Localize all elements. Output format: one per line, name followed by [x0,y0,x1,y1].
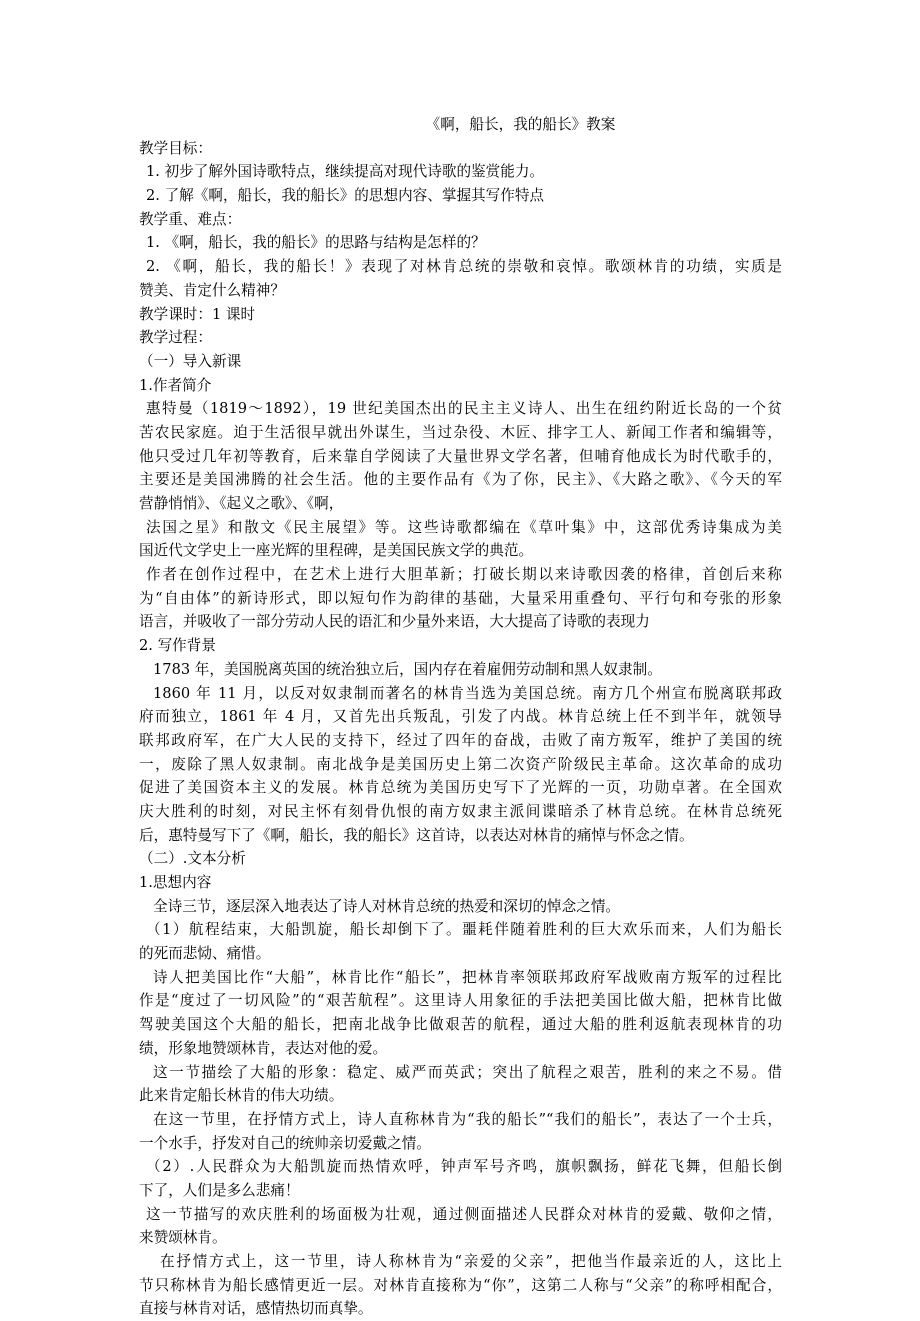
paragraph-line: 这一节描写的欢庆胜利的场面极为壮观，通过侧面描述人民群众对林肯的爱戴、敬仰之情， [146,1205,782,1223]
subheading-background: 2. 写作背景 [139,637,216,655]
paragraph-line: （1）航程结束，大船凯旋，船长却倒下了。噩耗伴随着胜利的巨大欢乐而来，人们为船长 [146,921,782,939]
paragraph-line: 作是“度过了一切风险”的“艰苦航程”。这里诗人用象征的手法把美国比做大船，把林肯比做 [139,992,782,1010]
heading-teaching-process: 教学过程： [139,329,212,347]
class-hours: 教学课时：1 课时 [139,305,256,323]
goal-item-2: 2. 了解《啊，船长，我的船长》的思想内容、掌握其写作特点 [146,187,545,205]
paragraph-line: 绩，形象地赞颂林肯，表达对他的爱。 [139,1039,388,1057]
paragraph-line: 作者在创作过程中，在艺术上进行大胆革新；打破长期以来诗歌因袭的格律，首创后来称 [146,566,782,584]
paragraph-line: 主要还是美国沸腾的社会生活。他的主要作品有《为了你，民主》、《大路之歌》、《今天的军 [139,471,782,489]
paragraph-line: 他只受过几年初等教育，后来靠自学阅读了大量世界文学名著，但哺育他成长为时代歌手的， [139,447,782,465]
paragraph-line: 此来肯定船长林肯的伟大功绩。 [139,1087,344,1105]
document-title: 《啊，船长，我的船长》教案 [425,116,616,133]
paragraph-line: 在这一节里，在抒情方式上，诗人直称林肯为“我的船长”“我们的船长”，表达了一个士兵， [153,1110,782,1128]
paragraph-line: 为“自由体”的新诗形式，即以短句作为韵律的基础，大量采用重叠句、平行句和夸张的形象 [139,589,782,607]
paragraph-line: 国近代文学史上一座光辉的里程碑，是美国民族文学的典范。 [139,542,534,560]
section-heading-intro: （一）导入新课 [139,352,242,370]
paragraph-line: 法国之星》和散文《民主展望》等。这些诗歌都编在《草叶集》中，这部优秀诗集成为美 [146,518,782,536]
paragraph-line: 的死而悲恸、痛惜。 [139,945,271,963]
paragraph-line: 语言，并吸收了一部分劳动人民的语汇和少量外来语，大大提高了诗歌的表现力 [139,613,650,631]
heading-teaching-goals: 教学目标： [139,139,212,157]
subheading-content: 1.思想内容 [139,874,212,891]
paragraph-line: 一个水手，抒发对自己的统帅亲切爱戴之情。 [139,1134,431,1152]
paragraph-line: 庆大胜利的时刻，对民主怀有刻骨仇恨的南方奴隶主派间谍暗杀了林肯总统。在林肯总统死 [139,802,782,820]
paragraph-line: 苦农民家庭。迫于生活很早就出外谋生，当过杂役、木匠、排字工人、新闻工作者和编辑等， [139,423,782,441]
document-body [139,113,782,1321]
section-heading-text-analysis: （二）.文本分析 [139,850,246,868]
paragraph-line: （2）.人民群众为大船凯旋而热情欢呼，钟声军号齐鸣，旗帜飘扬，鲜花飞舞，但船长倒 [146,1158,782,1176]
paragraph-line: 下了，人们是多么悲痛！ [139,1181,300,1199]
paragraph-line: 这一节描绘了大船的形象：稳定、威严而英武；突出了航程之艰苦，胜利的来之不易。借 [153,1063,782,1081]
paragraph-line: 在抒情方式上，这一节里，诗人称林肯为“亲爱的父亲”，把他当作最亲近的人，这比上 [160,1253,782,1270]
paragraph-line: 节只称林肯为船长感情更近一层。对林肯直接称为“你”，这第二人称与“父亲”的称呼相配合， [139,1276,782,1294]
key-point-2: 2. 《啊，船长，我的船长！》表现了对林肯总统的崇敬和哀悼。歌颂林肯的功绩，实质是 [146,258,782,276]
paragraph-line: 1860 年 11 月，以反对奴隶制而著名的林肯当选为美国总统。南方几个州宣布脱离联邦政 [153,684,782,702]
paragraph-line: 营静悄悄》、《起义之歌》、《啊， [139,495,344,512]
paragraph-line: 促进了美国资本主义的发展。林肯总统为美国历史写下了光辉的一页，功勋卓著。在全国欢 [139,779,782,797]
paragraph-line: 诗人把美国比作“大船”，林肯比作“船长”，把林肯率领联邦政府军战败南方叛军的过程比 [153,968,782,986]
key-point-1: 1. 《啊，船长，我的船长》的思路与结构是怎样的？ [146,234,486,252]
paragraph-line: 府而独立，1861 年 4 月，又首先出兵叛乱，引发了内战。林肯总统上任不到半年，就领导 [139,708,782,726]
paragraph-line: 惠特曼（1819～1892），19 世纪美国杰出的民主主义诗人、出生在纽约附近长岛的一个贫 [146,400,782,418]
paragraph-line: 驾驶美国这个大船的船长，把南北战争比做艰苦的航程，通过大船的胜利返航表现林肯的功 [139,1016,782,1034]
heading-key-points: 教学重、难点： [139,210,242,228]
paragraph-line: 联邦政府军，在广大人民的支持下，经过了四年的奋战，击败了南方叛军，维护了美国的统 [139,731,782,749]
goal-item-1: 1. 初步了解外国诗歌特点，继续提高对现代诗歌的鉴赏能力。 [146,163,545,181]
subheading-author: 1.作者简介 [139,376,212,394]
paragraph-line: 全诗三节，逐层深入地表达了诗人对林肯总统的热爱和深切的悼念之情。 [153,897,621,915]
paragraph-line: 1783 年，美国脱离英国的统治独立后，国内存在着雇佣劳动制和黑人奴隶制。 [153,660,662,678]
paragraph-line: 直接与林肯对话，感情热切而真挚。 [139,1300,373,1318]
key-point-2-cont: 赞美、肯定什么精神？ [139,281,285,299]
paragraph-line: 后，惠特曼写下了《啊，船长，我的船长》这首诗，以表达对林肯的痛悼与怀念之情。 [139,826,694,844]
paragraph-line: 来赞颂林肯。 [139,1229,227,1247]
paragraph-line: 一，废除了黑人奴隶制。南北战争是美国历史上第二次资产阶级民主革命。这次革命的成功 [139,755,782,773]
